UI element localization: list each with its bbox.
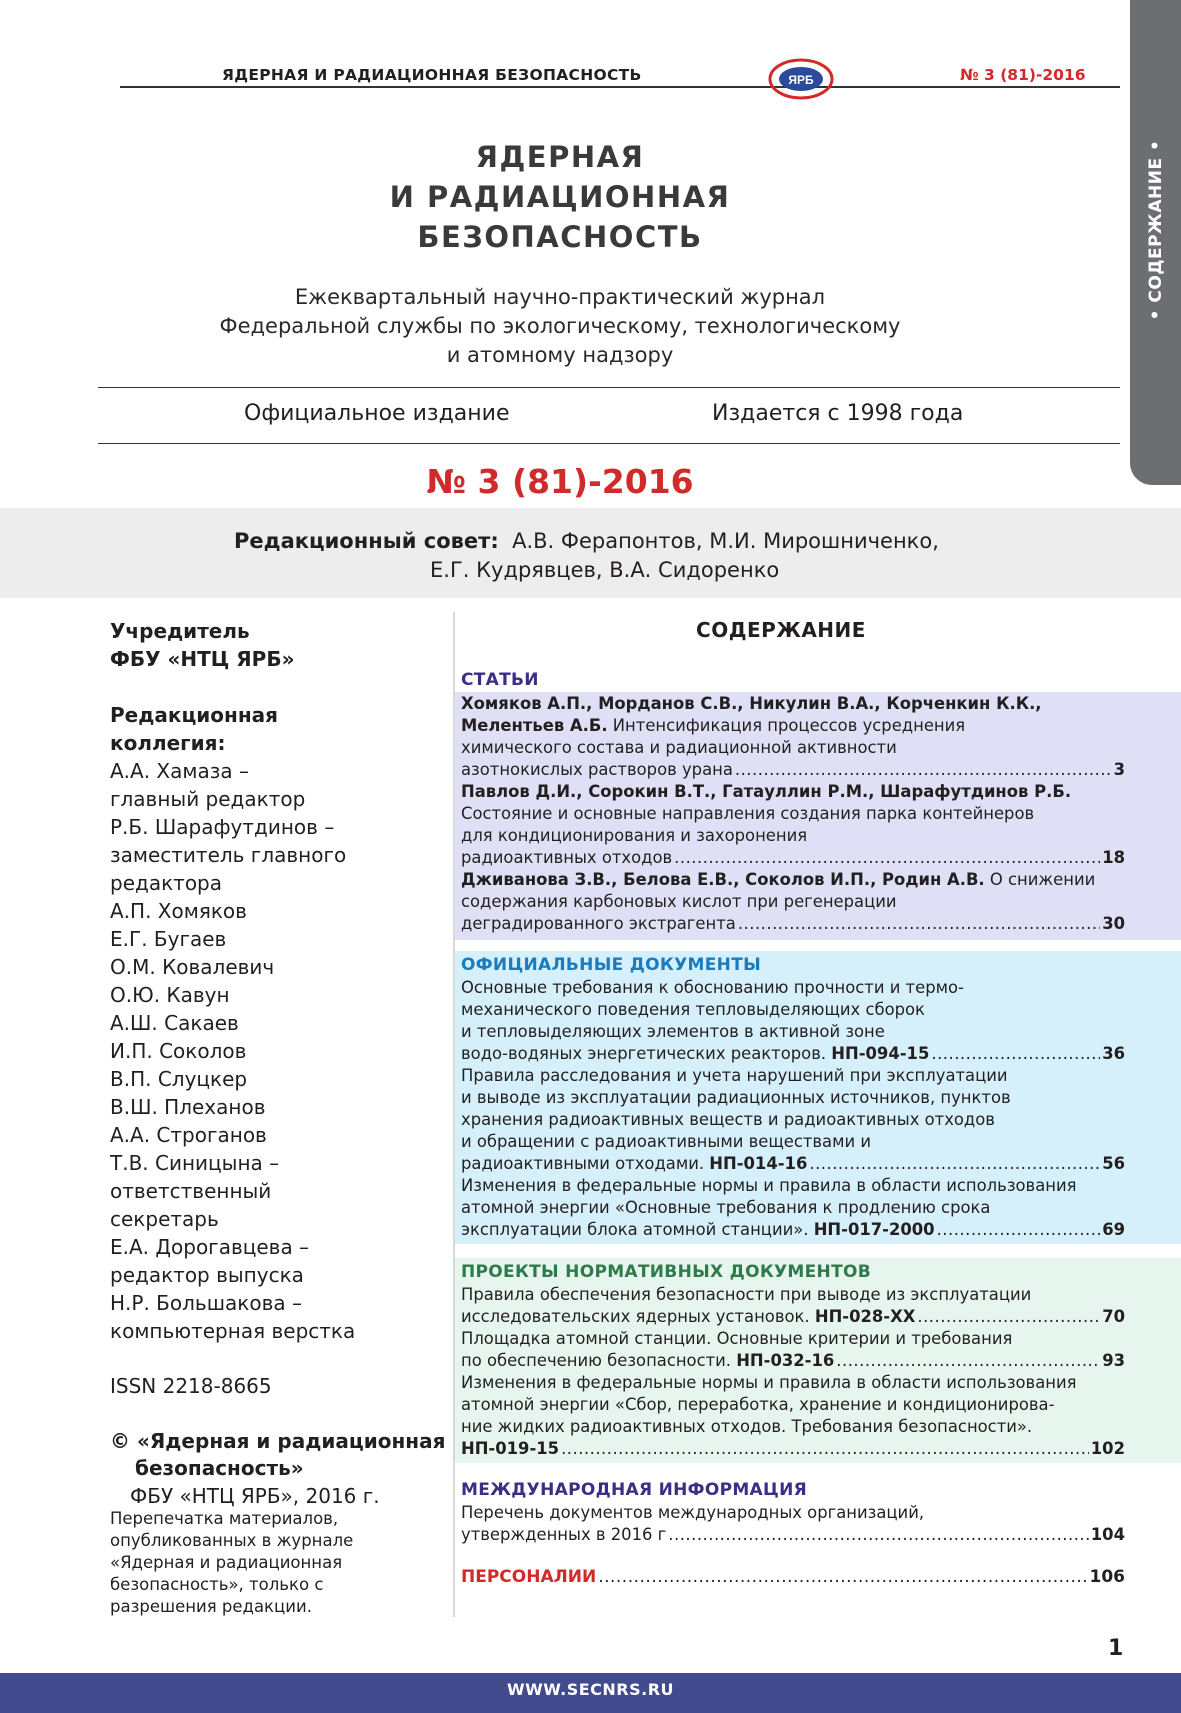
collegium-member: редактора bbox=[110, 871, 223, 895]
project-3-page: 102 bbox=[1090, 1439, 1125, 1458]
articles-heading: СТАТЬИ bbox=[461, 670, 539, 690]
official-doc-2-text: радиоактивными отходами. bbox=[461, 1154, 710, 1173]
leader-dots bbox=[735, 759, 1112, 781]
article-2-page: 18 bbox=[1102, 848, 1125, 867]
official-doc-1-text: водо-водяных энергетических реакторов. bbox=[461, 1044, 832, 1063]
collegium-member: ответственный bbox=[110, 1179, 272, 1203]
collegium-member: О.Ю. Кавун bbox=[110, 983, 230, 1007]
article-3-line-3[interactable] bbox=[461, 913, 1125, 935]
founder-label: Учредитель bbox=[110, 619, 250, 643]
copyright-line-1: © «Ядерная и радиационная bbox=[110, 1429, 446, 1453]
project-3-line-1[interactable]: Изменения в федеральные нормы и правила в области использования bbox=[461, 1373, 1077, 1392]
article-3-title-start: О снижении bbox=[984, 870, 1096, 889]
leader-dots bbox=[937, 1219, 1101, 1241]
article-3-line-2[interactable]: содержания карбоновых кислот при регенерации bbox=[461, 892, 897, 911]
official-doc-1-title-end bbox=[461, 1043, 929, 1065]
reprint-line: Перепечатка материалов, bbox=[110, 1509, 339, 1528]
subtitle-line-1: Ежеквартальный научно-практический журнал bbox=[294, 285, 826, 309]
page-number: 1 bbox=[1108, 1636, 1124, 1661]
official-doc-2-line-3[interactable]: хранения радиоактивных веществ и радиоактивных отходов bbox=[461, 1110, 995, 1129]
leader-dots bbox=[931, 1043, 1100, 1065]
official-docs-heading: ОФИЦИАЛЬНЫЕ ДОКУМЕНТЫ bbox=[461, 955, 762, 975]
official-doc-1-line-4[interactable] bbox=[461, 1043, 1125, 1065]
article-2-line-2[interactable]: Состояние и основные направления создания парка контейнеров bbox=[461, 804, 1035, 823]
rule-top bbox=[98, 387, 1120, 388]
editorial-board-members-1: А.В. Ферапонтов, М.И. Мирошниченко, bbox=[512, 529, 939, 553]
project-2-line-1[interactable]: Площадка атомной станции. Основные критерии и требования bbox=[461, 1329, 1013, 1348]
collegium-member: Н.Р. Большакова – bbox=[110, 1291, 302, 1315]
project-3-line-2[interactable]: атомной энергии «Сбор, переработка, хранение и кондиционирова- bbox=[461, 1395, 1055, 1414]
article-2-line-3[interactable]: для кондиционирования и захоронения bbox=[461, 826, 808, 845]
article-1-authors-text: Хомяков А.П., Морданов С.В., Никулин В.А., Корченкин К.К., bbox=[461, 694, 1042, 713]
side-tab-label-box bbox=[1130, 0, 1181, 485]
collegium-member: О.М. Ковалевич bbox=[110, 955, 275, 979]
project-3-code: НП-019-15 bbox=[461, 1439, 560, 1458]
collegium-label-2: коллегия: bbox=[110, 731, 226, 755]
header-journal-name: ЯДЕРНАЯ И РАДИАЦИОННАЯ БЕЗОПАСНОСТЬ bbox=[222, 66, 642, 84]
projects-heading: ПРОЕКТЫ НОРМАТИВНЫХ ДОКУМЕНТОВ bbox=[461, 1262, 871, 1282]
project-1-line-1[interactable]: Правила обеспечения безопасности при выводе из эксплуатации bbox=[461, 1285, 1032, 1304]
copyright-line-3: ФБУ «НТЦ ЯРБ», 2016 г. bbox=[130, 1484, 380, 1508]
article-1-title-end: азотнокислых растворов урана bbox=[461, 760, 733, 779]
article-1-line-3[interactable]: химического состава и радиационной активности bbox=[461, 738, 897, 757]
leader-dots bbox=[674, 847, 1100, 869]
intl-1-line-1[interactable]: Перечень документов международных организаций, bbox=[461, 1503, 925, 1522]
collegium-member: А.П. Хомяков bbox=[110, 899, 247, 923]
collegium-member: редактор выпуска bbox=[110, 1263, 304, 1287]
official-doc-1-page: 36 bbox=[1102, 1044, 1125, 1063]
copyright-line-2: безопасность» bbox=[135, 1456, 304, 1480]
journal-title-line-2: И РАДИАЦИОННАЯ bbox=[389, 180, 731, 214]
official-doc-3-page: 69 bbox=[1102, 1220, 1125, 1239]
collegium-member: секретарь bbox=[110, 1207, 219, 1231]
official-doc-1-line-1[interactable]: Основные требования к обоснованию прочности и термо- bbox=[461, 978, 964, 997]
collegium-member: А.А. Хамаза – bbox=[110, 759, 249, 783]
project-1-page: 70 bbox=[1102, 1307, 1125, 1326]
intl-1-page: 104 bbox=[1090, 1525, 1125, 1544]
leader-dots bbox=[917, 1306, 1100, 1328]
official-doc-2-line-4[interactable]: и обращении с радиоактивными веществами и bbox=[461, 1132, 871, 1151]
journal-title-line-3: БЕЗОПАСНОСТЬ bbox=[417, 220, 703, 254]
project-3-line-3[interactable]: ние жидких радиоактивных отходов. Требования безопасности». bbox=[461, 1417, 1033, 1436]
article-3-authors: Дживанова З.В., Белова Е.В., Соколов И.П., Родин А.В. bbox=[461, 870, 985, 889]
collegium-member: главный редактор bbox=[110, 787, 306, 811]
collegium-member: И.П. Соколов bbox=[110, 1039, 247, 1063]
collegium-member: Е.А. Дорогавцева – bbox=[110, 1235, 310, 1259]
official-doc-3-line-1[interactable]: Изменения в федеральные нормы и правила в области использования bbox=[461, 1176, 1077, 1195]
official-doc-3-line-2[interactable]: атомной энергии «Основные требования к продлению срока bbox=[461, 1198, 991, 1217]
article-1-line-2[interactable] bbox=[461, 715, 1125, 737]
personalia-page: 106 bbox=[1089, 1567, 1125, 1587]
issn: ISSN 2218-8665 bbox=[110, 1374, 272, 1398]
official-doc-2-title-end bbox=[461, 1153, 807, 1175]
official-edition: Официальное издание bbox=[244, 401, 510, 426]
logo-text: ЯРБ bbox=[788, 73, 814, 87]
article-1-title-start: Интенсификация процессов усреднения bbox=[607, 716, 966, 735]
collegium-member: Е.Г. Бугаев bbox=[110, 927, 227, 951]
reprint-line: разрешения редакции. bbox=[110, 1597, 312, 1616]
footer-url[interactable]: WWW.SECNRS.RU bbox=[506, 1680, 675, 1699]
official-doc-1-code: НП-094-15 bbox=[831, 1044, 930, 1063]
journal-logo bbox=[768, 56, 834, 102]
official-doc-3-line-3[interactable] bbox=[461, 1219, 1125, 1241]
article-2-authors-text: Павлов Д.И., Сорокин В.Т., Гатауллин Р.М., Шарафутдинов Р.Б. bbox=[461, 782, 1072, 801]
editorial-board-line-1 bbox=[234, 529, 939, 553]
intl-1-line-2[interactable] bbox=[461, 1524, 1125, 1546]
article-1-authors[interactable] bbox=[461, 693, 1125, 715]
article-3-title-end: деградированного экстрагента bbox=[461, 914, 736, 933]
project-1-line-2[interactable] bbox=[461, 1306, 1125, 1328]
project-2-title-end bbox=[461, 1350, 834, 1372]
collegium-member: Т.В. Синицына – bbox=[110, 1151, 280, 1175]
official-doc-3-title-end bbox=[461, 1219, 935, 1241]
collegium-member: В.П. Слуцкер bbox=[110, 1067, 248, 1091]
official-doc-2-line-5[interactable] bbox=[461, 1153, 1125, 1175]
project-2-page: 93 bbox=[1102, 1351, 1125, 1370]
project-1-text: исследовательских ядерных установок. bbox=[461, 1307, 815, 1326]
subtitle-line-3: и атомному надзору bbox=[446, 343, 674, 367]
collegium-label-1: Редакционная bbox=[110, 703, 278, 727]
official-doc-1-line-3[interactable]: и тепловыделяющих элементов в активной зоне bbox=[461, 1022, 885, 1041]
personalia-heading: ПЕРСОНАЛИИ bbox=[461, 1567, 597, 1587]
intl-heading: МЕЖДУНАРОДНАЯ ИНФОРМАЦИЯ bbox=[461, 1480, 808, 1500]
intl-1-title-end: утвержденных в 2016 г bbox=[461, 1525, 667, 1544]
project-2-text: по обеспечению безопасности. bbox=[461, 1351, 737, 1370]
collegium-member: Р.Б. Шарафутдинов – bbox=[110, 815, 335, 839]
article-1-page: 3 bbox=[1113, 760, 1125, 779]
project-3-line-4[interactable] bbox=[461, 1438, 1125, 1460]
article-3-page: 30 bbox=[1102, 914, 1125, 933]
official-doc-3-code: НП-017-2000 bbox=[813, 1220, 935, 1239]
article-2-title-end: радиоактивных отходов bbox=[461, 848, 673, 867]
project-2-code: НП-032-16 bbox=[736, 1351, 835, 1370]
reprint-line: «Ядерная и радиационная bbox=[110, 1553, 343, 1572]
editorial-board-label: Редакционный совет: bbox=[234, 529, 499, 553]
leader-dots bbox=[561, 1438, 1089, 1460]
article-1-line-4[interactable] bbox=[461, 759, 1125, 781]
editorial-board-band bbox=[0, 508, 1181, 598]
leader-dots bbox=[738, 913, 1100, 935]
leader-dots bbox=[598, 1566, 1087, 1588]
founder-name: ФБУ «НТЦ ЯРБ» bbox=[110, 647, 295, 671]
personalia-entry[interactable] bbox=[461, 1566, 1125, 1588]
reprint-line: безопасность», только с bbox=[110, 1575, 324, 1594]
header-issue-number: № 3 (81)-2016 bbox=[960, 66, 1086, 84]
collegium-member: заместитель главного bbox=[110, 843, 347, 867]
official-doc-2-line-2[interactable]: и выводе из эксплуатации радиационных источников, пунктов bbox=[461, 1088, 1011, 1107]
project-2-line-2[interactable] bbox=[461, 1350, 1125, 1372]
side-tab-label: • СОДЕРЖАНИЕ • bbox=[1145, 139, 1166, 321]
leader-dots bbox=[809, 1153, 1100, 1175]
header-rule bbox=[120, 86, 1120, 88]
article-3-line-1[interactable] bbox=[461, 869, 1125, 891]
rule-bottom bbox=[98, 443, 1120, 444]
editorial-board-members-2: Е.Г. Кудрявцев, В.А. Сидоренко bbox=[430, 558, 780, 582]
official-doc-2-page: 56 bbox=[1102, 1154, 1125, 1173]
article-2-line-4[interactable] bbox=[461, 847, 1125, 869]
official-doc-3-text: эксплуатации блока атомной станции». bbox=[461, 1220, 814, 1239]
article-2-authors[interactable] bbox=[461, 781, 1125, 803]
subtitle-line-2: Федеральной службы по экологическому, технологическому bbox=[219, 314, 901, 338]
collegium-member: В.Ш. Плеханов bbox=[110, 1095, 266, 1119]
project-1-title-end bbox=[461, 1306, 915, 1328]
official-doc-1-line-2[interactable]: механического поведения тепловыделяющих сборок bbox=[461, 1000, 925, 1019]
collegium-member: А.А. Строганов bbox=[110, 1123, 267, 1147]
collegium-member: А.Ш. Сакаев bbox=[110, 1011, 239, 1035]
leader-dots bbox=[668, 1524, 1089, 1546]
project-1-code: НП-028-XX bbox=[814, 1307, 916, 1326]
issue-number: № 3 (81)-2016 bbox=[426, 462, 694, 501]
published-since: Издается с 1998 года bbox=[712, 401, 964, 426]
journal-title-line-1: ЯДЕРНАЯ bbox=[475, 140, 645, 174]
reprint-line: опубликованных в журнале bbox=[110, 1531, 354, 1550]
contents-title: СОДЕРЖАНИЕ bbox=[696, 618, 866, 642]
article-1-authors-end: Мелентьев А.Б. bbox=[461, 716, 608, 735]
official-doc-2-line-1[interactable]: Правила расследования и учета нарушений при эксплуатации bbox=[461, 1066, 1008, 1085]
collegium-member: компьютерная верстка bbox=[110, 1319, 356, 1343]
official-doc-2-code: НП-014-16 bbox=[709, 1154, 808, 1173]
leader-dots bbox=[836, 1350, 1100, 1372]
